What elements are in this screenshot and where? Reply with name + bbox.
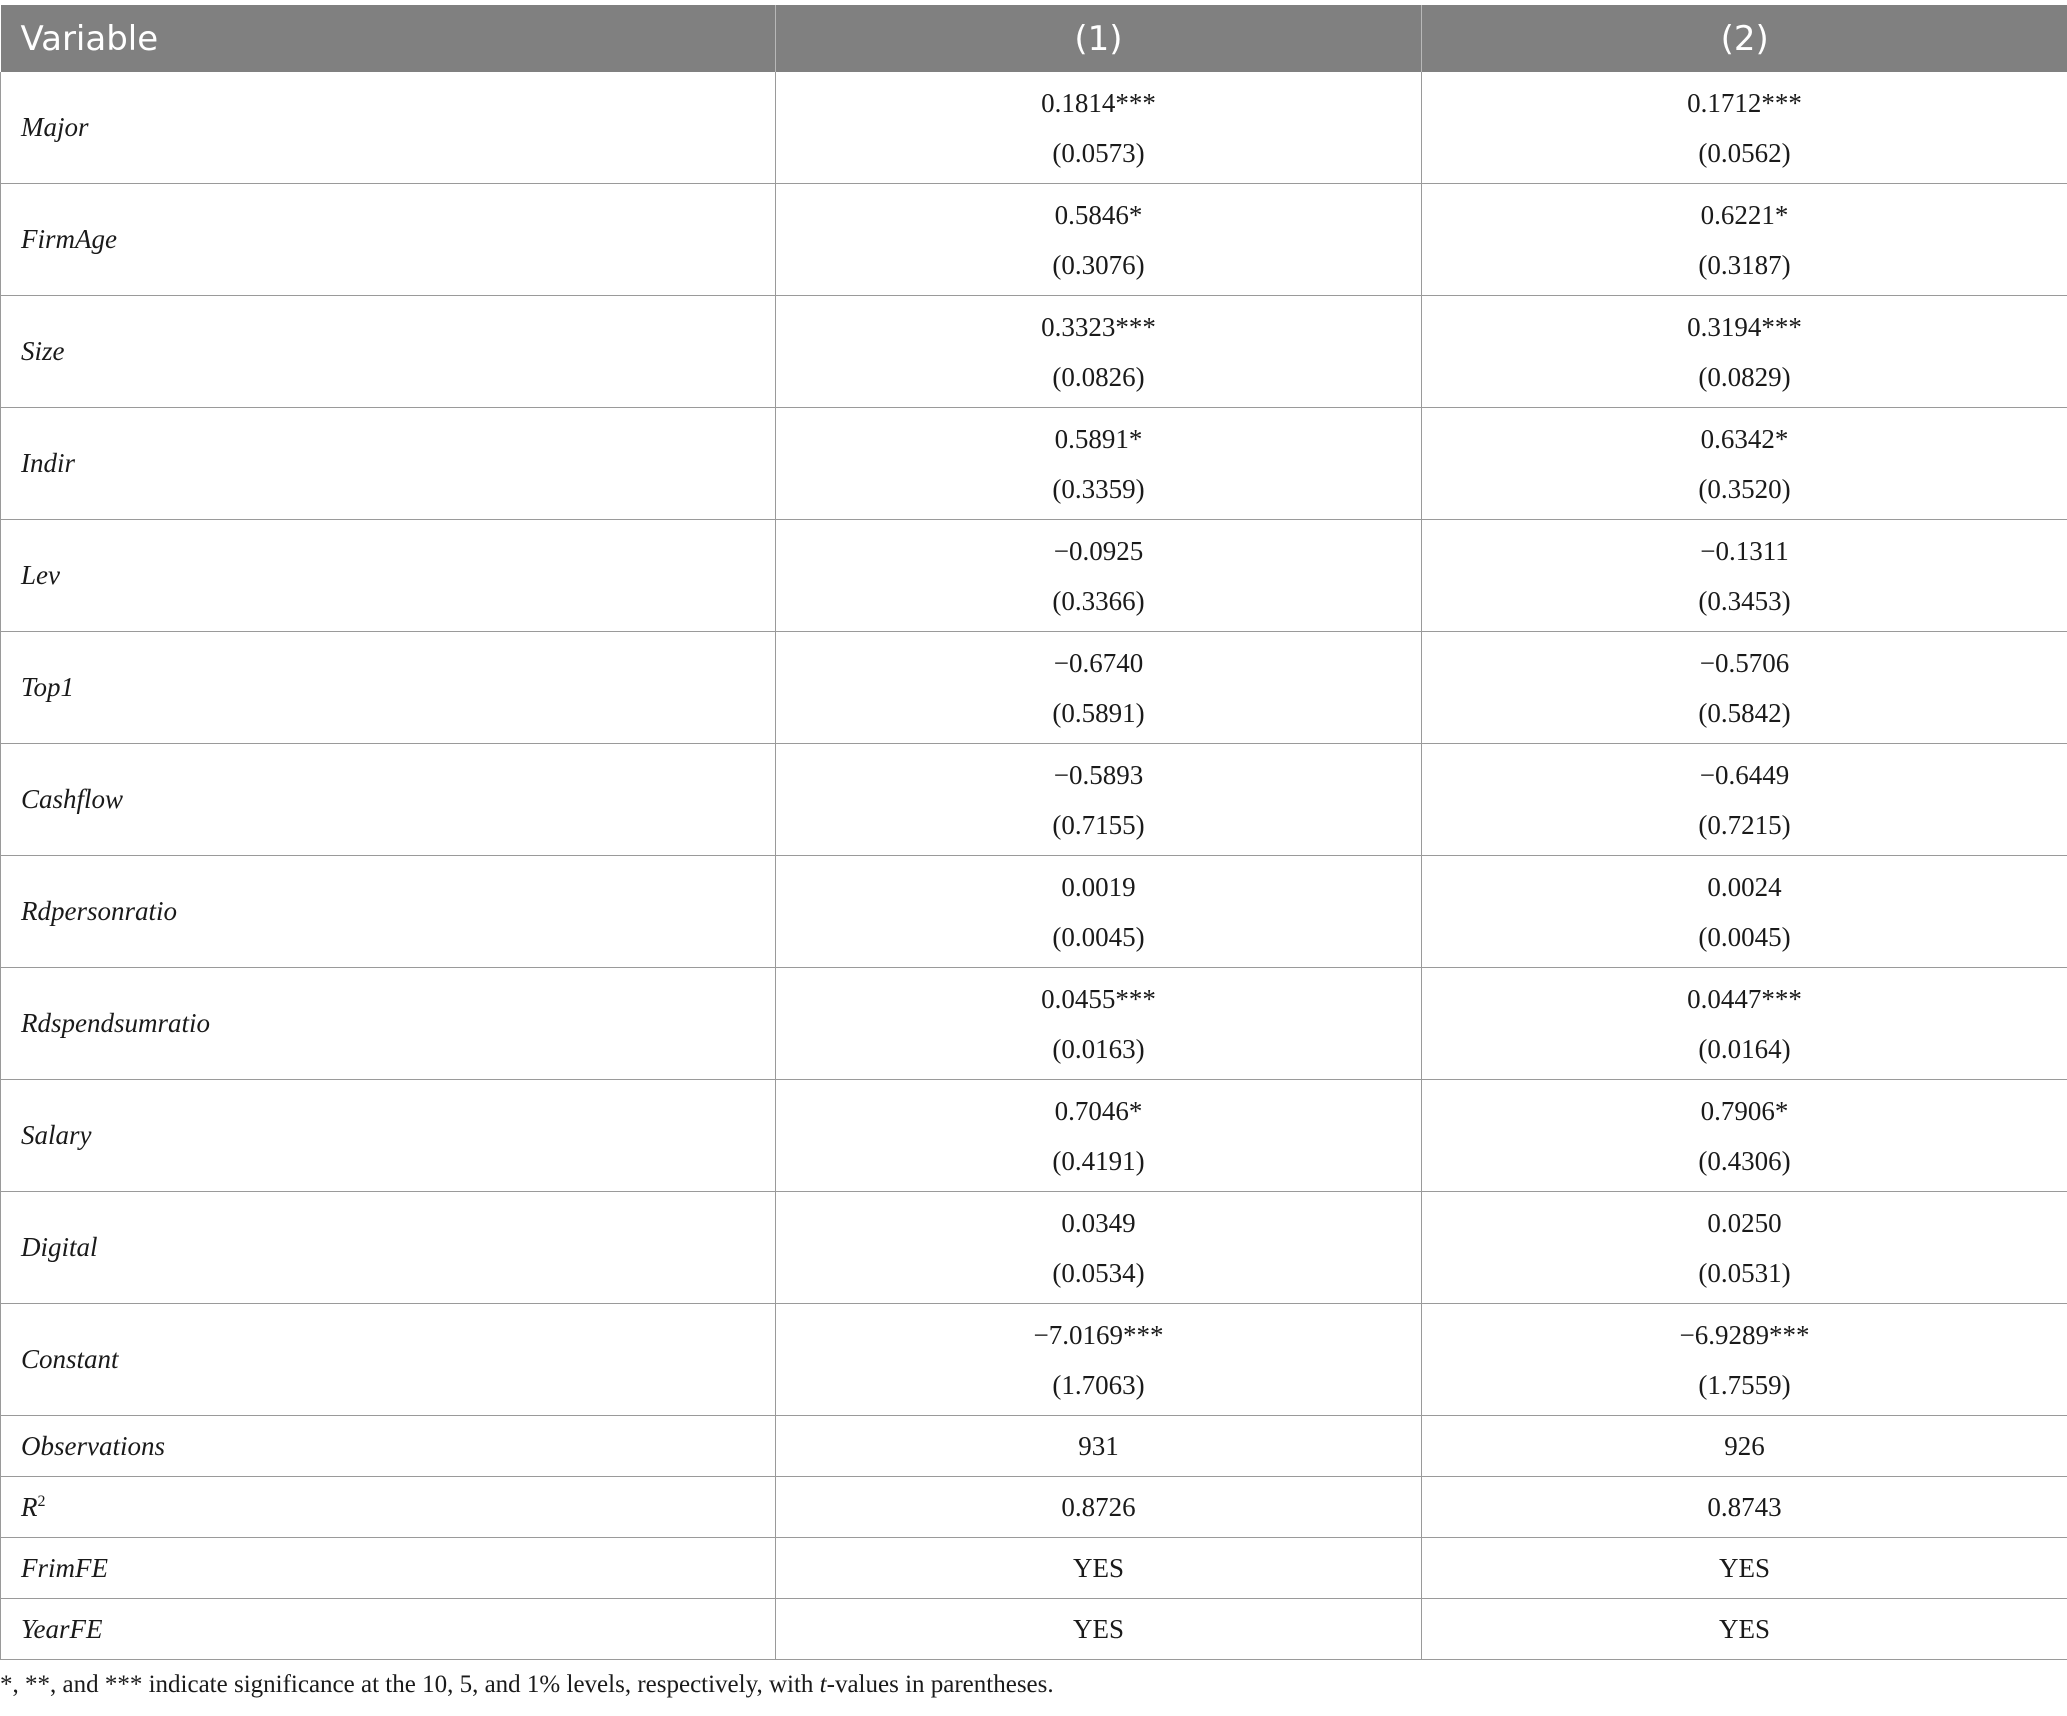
standard-error-value: (0.0164) — [1698, 1033, 1791, 1064]
coefficient-cell-col-1 — [776, 632, 1422, 744]
coefficient-cell-col-1 — [776, 744, 1422, 856]
statistic-name: FrimFE — [21, 1552, 108, 1583]
table-row — [1, 856, 2067, 968]
standard-error-value: (0.0163) — [1052, 1033, 1145, 1064]
coefficient-value: 0.0250 — [1707, 1207, 1782, 1238]
footnote-t-italic: t — [819, 1671, 827, 1698]
standard-error-value: (0.3520) — [1698, 473, 1791, 504]
coefficient-cell-col-2 — [1422, 1304, 2067, 1416]
coefficient-cell-col-2 — [1422, 856, 2067, 968]
table-footnote — [0, 1671, 1054, 1699]
table-row — [1, 408, 2067, 520]
coefficient-value: 0.0024 — [1707, 871, 1782, 902]
footnote-text-after: -values in parentheses. — [826, 1671, 1054, 1698]
coefficient-cell-col-1 — [776, 408, 1422, 520]
statistic-value-col-1: YES — [776, 1599, 1422, 1660]
header-col-2: (2) — [1422, 5, 2067, 72]
coefficient-cell-col-2 — [1422, 296, 2067, 408]
variable-name-cell: Major — [1, 72, 776, 184]
coefficient-value: 0.1814*** — [1041, 87, 1156, 118]
variable-name-cell: Constant — [1, 1304, 776, 1416]
variable-name-cell: Salary — [1, 1080, 776, 1192]
statistic-value-col-2: YES — [1422, 1599, 2067, 1660]
coefficient-cell-col-1 — [776, 520, 1422, 632]
table-row — [1, 296, 2067, 408]
coefficient-cell-col-1 — [776, 856, 1422, 968]
coefficient-value: 0.3194*** — [1687, 311, 1802, 342]
table-row — [1, 72, 2067, 184]
standard-error-value: (0.3366) — [1052, 585, 1145, 616]
statistic-name-cell — [1, 1416, 776, 1477]
statistic-value-col-2: YES — [1422, 1538, 2067, 1599]
coefficient-value: 0.5891* — [1054, 423, 1143, 454]
table-row — [1, 1304, 2067, 1416]
coefficient-cell-col-1 — [776, 184, 1422, 296]
coefficient-cell-col-2 — [1422, 968, 2067, 1080]
regression-table-container — [0, 5, 2067, 1660]
coefficient-value: 0.0455*** — [1041, 983, 1156, 1014]
statistic-name-cell — [1, 1538, 776, 1599]
table-row — [1, 632, 2067, 744]
statistic-value-col-2: 0.8743 — [1422, 1477, 2067, 1538]
coefficient-cell-col-1 — [776, 72, 1422, 184]
table-row — [1, 184, 2067, 296]
variable-name-cell: Top1 — [1, 632, 776, 744]
standard-error-value: (0.3187) — [1698, 249, 1791, 280]
header-col-1: (1) — [776, 5, 1422, 72]
table-row — [1, 968, 2067, 1080]
variable-name-cell: Lev — [1, 520, 776, 632]
statistic-name: Observations — [21, 1430, 165, 1461]
header-variable: Variable — [1, 5, 776, 72]
variable-name-cell: Rdpersonratio — [1, 856, 776, 968]
table-row — [1, 520, 2067, 632]
table-row — [1, 744, 2067, 856]
standard-error-value: (0.0829) — [1698, 361, 1791, 392]
standard-error-value: (0.0531) — [1698, 1257, 1791, 1288]
statistic-name: R — [21, 1491, 38, 1522]
standard-error-value: (0.4191) — [1052, 1145, 1145, 1176]
superscript: 2 — [37, 1492, 46, 1510]
standard-error-value: (0.0045) — [1052, 921, 1145, 952]
table-row — [1, 1477, 2067, 1538]
standard-error-value: (0.4306) — [1698, 1145, 1791, 1176]
standard-error-value: (0.7215) — [1698, 809, 1791, 840]
standard-error-value: (0.3359) — [1052, 473, 1145, 504]
coefficient-cell-col-1 — [776, 1304, 1422, 1416]
standard-error-value: (0.0534) — [1052, 1257, 1145, 1288]
statistic-value-col-1: YES — [776, 1538, 1422, 1599]
table-body — [1, 72, 2067, 1660]
statistic-value-col-1: 931 — [776, 1416, 1422, 1477]
coefficient-cell-col-2 — [1422, 1080, 2067, 1192]
coefficient-cell-col-1 — [776, 1080, 1422, 1192]
coefficient-cell-col-2 — [1422, 520, 2067, 632]
footnote-text-before: *, **, and *** indicate significance at the 10, 5, and 1% levels, respectively, with — [0, 1671, 820, 1698]
standard-error-value: (0.0045) — [1698, 921, 1791, 952]
standard-error-value: (0.7155) — [1052, 809, 1145, 840]
coefficient-value: 0.0019 — [1061, 871, 1136, 902]
variable-name-cell: Cashflow — [1, 744, 776, 856]
statistic-value-col-2: 926 — [1422, 1416, 2067, 1477]
standard-error-value: (1.7063) — [1052, 1369, 1145, 1400]
coefficient-value: −7.0169*** — [1033, 1319, 1164, 1350]
variable-name-cell: Rdspendsumratio — [1, 968, 776, 1080]
coefficient-cell-col-1 — [776, 968, 1422, 1080]
table-row — [1, 1416, 2067, 1477]
coefficient-cell-col-2 — [1422, 408, 2067, 520]
regression-table — [0, 5, 2067, 1660]
table-row — [1, 1538, 2067, 1599]
coefficient-cell-col-1 — [776, 1192, 1422, 1304]
coefficient-cell-col-2 — [1422, 72, 2067, 184]
coefficient-value: −0.5706 — [1699, 647, 1790, 678]
coefficient-value: −0.6449 — [1699, 759, 1790, 790]
standard-error-value: (0.5891) — [1052, 697, 1145, 728]
table-header-row — [1, 5, 2067, 72]
variable-name-cell: Digital — [1, 1192, 776, 1304]
variable-name-cell: Indir — [1, 408, 776, 520]
table-row — [1, 1192, 2067, 1304]
standard-error-value: (0.3076) — [1052, 249, 1145, 280]
standard-error-value: (0.5842) — [1698, 697, 1791, 728]
coefficient-value: 0.7906* — [1700, 1095, 1789, 1126]
coefficient-value: −0.1311 — [1700, 535, 1789, 566]
statistic-name-cell — [1, 1477, 776, 1538]
standard-error-value: (0.0826) — [1052, 361, 1145, 392]
statistic-name: YearFE — [21, 1613, 103, 1644]
coefficient-cell-col-2 — [1422, 744, 2067, 856]
table-row — [1, 1080, 2067, 1192]
variable-name-cell: FirmAge — [1, 184, 776, 296]
coefficient-value: 0.5846* — [1054, 199, 1143, 230]
statistic-name-cell — [1, 1599, 776, 1660]
coefficient-value: −0.0925 — [1053, 535, 1144, 566]
standard-error-value: (0.0562) — [1698, 137, 1791, 168]
standard-error-value: (0.3453) — [1698, 585, 1791, 616]
coefficient-value: 0.7046* — [1054, 1095, 1143, 1126]
coefficient-cell-col-2 — [1422, 632, 2067, 744]
coefficient-value: 0.1712*** — [1687, 87, 1802, 118]
coefficient-value: −0.5893 — [1053, 759, 1144, 790]
coefficient-value: 0.6221* — [1700, 199, 1789, 230]
coefficient-value: 0.3323*** — [1041, 311, 1156, 342]
standard-error-value: (0.0573) — [1052, 137, 1145, 168]
coefficient-cell-col-2 — [1422, 184, 2067, 296]
coefficient-cell-col-1 — [776, 296, 1422, 408]
coefficient-value: −0.6740 — [1053, 647, 1144, 678]
variable-name-cell: Size — [1, 296, 776, 408]
coefficient-cell-col-2 — [1422, 1192, 2067, 1304]
coefficient-value: 0.6342* — [1700, 423, 1789, 454]
coefficient-value: 0.0447*** — [1687, 983, 1802, 1014]
coefficient-value: −6.9289*** — [1679, 1319, 1810, 1350]
table-row — [1, 1599, 2067, 1660]
standard-error-value: (1.7559) — [1698, 1369, 1791, 1400]
statistic-value-col-1: 0.8726 — [776, 1477, 1422, 1538]
coefficient-value: 0.0349 — [1061, 1207, 1136, 1238]
